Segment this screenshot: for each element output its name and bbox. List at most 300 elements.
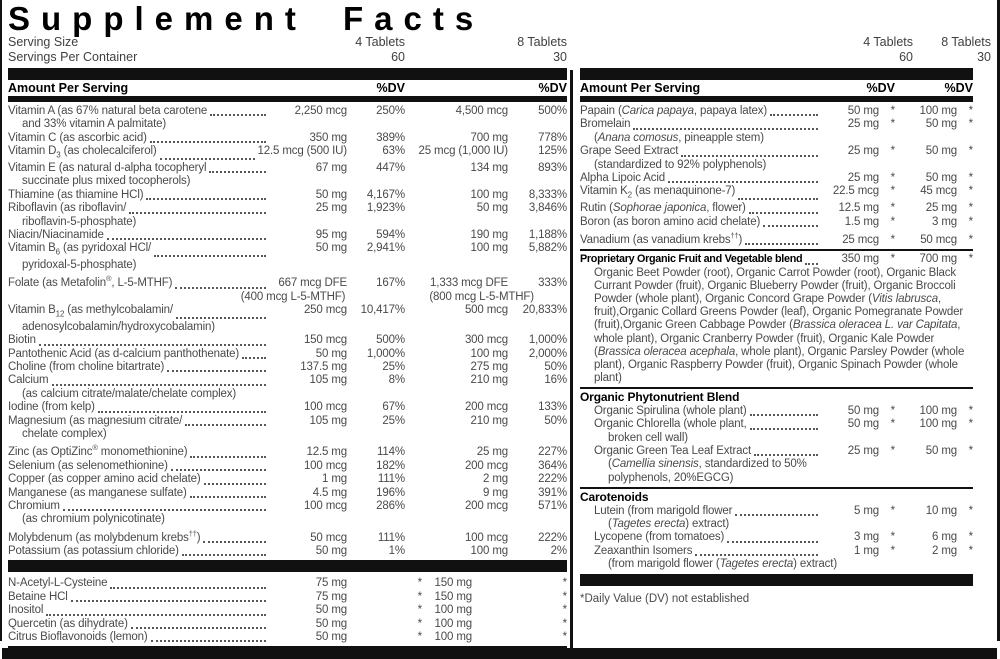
ingredient-row xyxy=(8,487,567,500)
ingredient-continuation-text: (as calcium citrate/malate/chelate complex) xyxy=(22,387,237,400)
amount-4-tablets xyxy=(269,473,347,486)
percent-dv-4-value: * xyxy=(890,233,895,246)
percent-dv-4 xyxy=(347,202,405,215)
percent-dv-4-value: * xyxy=(417,577,422,590)
percent-dv-header-4: %DV xyxy=(866,81,895,95)
ingredient-name: Betaine HCl xyxy=(8,590,68,603)
ingredient-name: Vitamin A (as 67% natural beta carotene xyxy=(8,105,208,117)
ingredient-row xyxy=(580,216,973,229)
ingredient-name: Citrus Bioflavonoids (lemon) xyxy=(8,631,148,643)
dotted-leader xyxy=(754,454,818,456)
percent-dv-4 xyxy=(347,618,422,631)
ingredient-continuation-text: (as chromium polynicotinate) xyxy=(22,513,165,526)
amount-8-tablets-value: 25 mg xyxy=(925,202,957,215)
other-ingredients-table xyxy=(8,577,567,644)
percent-dv-4-value: 25% xyxy=(382,414,405,427)
ingredient-continuation-text: pyridoxal-5-phosphate) xyxy=(22,259,137,272)
dotted-leader xyxy=(750,428,818,430)
ingredient-row xyxy=(8,304,567,321)
percent-dv-8 xyxy=(472,591,567,604)
ingredient-name: Vitamin $D_3$ (as cholecalciferol) xyxy=(8,145,157,160)
amount-4-tablets-value: 67 mg xyxy=(315,161,347,174)
dotted-leader xyxy=(39,344,266,346)
ingredient-name: Proprietary Organic Fruit and Vegetable blend xyxy=(580,253,803,266)
amount-8-tablets xyxy=(405,202,508,215)
dotted-leader xyxy=(190,496,266,498)
percent-dv-4-value: 111% xyxy=(377,531,405,544)
percent-dv-8 xyxy=(508,374,567,387)
amount-4-tablets-value: 350 mg xyxy=(309,131,347,144)
page-title: Supplement Facts xyxy=(8,0,485,37)
amount-8-tablets-value: 100 mcg xyxy=(464,531,508,544)
amount-4-tablets xyxy=(821,445,879,458)
percent-dv-8-value: 50% xyxy=(544,414,567,427)
percent-dv-4 xyxy=(347,604,422,617)
amount-4-tablets xyxy=(821,418,879,431)
amount-8-tablets xyxy=(895,172,957,185)
amount-4-tablets xyxy=(269,132,347,145)
percent-dv-4-value: * xyxy=(890,105,895,117)
ingredient-continuation-text: (Anana comosus, pineapple stem) xyxy=(594,131,764,144)
ingredient-name: Organic Spirulina (whole plant) xyxy=(594,404,747,417)
amount-8-tablets xyxy=(422,618,472,631)
ingredient-name: N-Acetyl-L-Cysteine xyxy=(8,577,108,590)
ingredient-continuation xyxy=(580,159,973,172)
percent-dv-4-value: 10,417% xyxy=(360,304,405,317)
amount-4-tablets xyxy=(269,202,347,215)
percent-dv-8 xyxy=(508,277,567,290)
ingredient-row xyxy=(8,348,567,361)
amount-4-tablets xyxy=(269,591,347,604)
ingredient-continuation xyxy=(8,388,567,401)
ingredient-name: Pantothenic Acid (as d-calcium panthothenate) xyxy=(8,347,240,360)
percent-dv-8 xyxy=(957,531,973,544)
percent-dv-4 xyxy=(347,374,405,387)
amount-4-tablets-value: 12.5 mg xyxy=(838,202,879,215)
amount-8-tablets xyxy=(895,118,957,131)
percent-dv-4-value: * xyxy=(890,145,895,158)
ingredient-continuation-text: and 33% vitamin A palmitate) xyxy=(22,118,167,131)
amount-8-tablets xyxy=(895,234,957,247)
percent-dv-4 xyxy=(347,361,405,374)
ingredient-continuation-text: broken cell wall) xyxy=(608,431,688,444)
percent-dv-4 xyxy=(347,401,405,414)
ingredient-row xyxy=(8,132,567,145)
amount-4-tablets xyxy=(269,401,347,414)
amount-8-tablets xyxy=(895,505,957,518)
dotted-leader xyxy=(167,370,266,372)
ingredient-row xyxy=(8,591,567,604)
dotted-leader xyxy=(175,287,266,289)
amount-8-tablets xyxy=(895,405,957,418)
percent-dv-4 xyxy=(879,545,895,558)
amount-per-serving-header-right xyxy=(580,80,973,96)
dotted-leader xyxy=(52,384,267,386)
percent-dv-4 xyxy=(347,304,405,317)
percent-dv-8-value: 364% xyxy=(538,459,567,472)
amount-8-tablets-value: 210 mg xyxy=(470,414,508,427)
amount-8-tablets xyxy=(895,445,957,458)
amount-8-tablets xyxy=(405,277,508,290)
section-heading: Carotenoids xyxy=(580,490,649,505)
amount-8-tablets-value: 6 mg xyxy=(932,531,957,544)
amount-8-tablets-value: 150 mg xyxy=(434,590,472,603)
servings-count-4: 60 xyxy=(899,50,913,64)
dotted-leader xyxy=(151,640,266,642)
percent-dv-8-value: 391% xyxy=(538,486,567,499)
ingredient-row xyxy=(8,374,567,387)
ingredient-name: Papain (Carica papaya, papaya latex) xyxy=(580,105,768,117)
percent-dv-4-value: * xyxy=(417,617,422,630)
percent-dv-8-value: 20,833% xyxy=(522,304,567,317)
dotted-leader xyxy=(750,414,818,416)
percent-dv-8-value: 16% xyxy=(544,374,567,387)
amount-8-tablets-value: 45 mcg xyxy=(920,185,957,198)
amount-8-tablets xyxy=(405,304,508,317)
ingredient-row xyxy=(8,618,567,631)
amount-8-tablets-value: 100 mg xyxy=(919,404,957,417)
ingredient-name: Thiamine (as thiamine HCl) xyxy=(8,188,144,201)
amount-4-tablets xyxy=(269,334,347,347)
dotted-leader xyxy=(171,469,266,471)
percent-dv-4-value: * xyxy=(417,604,422,617)
percent-dv-8 xyxy=(957,505,973,518)
ingredient-name: Vitamin E (as natural d-alpha tocopheryl xyxy=(8,161,207,174)
amount-4-tablets-value: 1 mg xyxy=(854,544,879,557)
percent-dv-8-value: 333% xyxy=(538,277,567,290)
ingredient-row xyxy=(8,105,567,118)
percent-dv-4 xyxy=(879,418,895,431)
ingredient-name: Vanadium (as vanadium krebs††) xyxy=(580,230,743,246)
amount-4-tablets-value: 25 mg xyxy=(847,145,879,158)
amount-4-tablets-value: 50 mg xyxy=(315,631,347,643)
percent-dv-8 xyxy=(957,545,973,558)
ingredient-continuation-text: adenosylcobalamin/hydroxycobalamin) xyxy=(22,320,215,333)
amount-8-tablets-value: 50 mg xyxy=(925,172,957,185)
amount-8-tablets xyxy=(405,415,508,428)
amount-4-tablets xyxy=(269,460,347,473)
percent-dv-4 xyxy=(879,253,895,266)
percent-dv-4-value: 196% xyxy=(376,486,405,499)
percent-dv-8-value: * xyxy=(562,617,567,630)
amount-4-tablets xyxy=(821,505,879,518)
amount-4-tablets-value: 100 mcg xyxy=(303,459,347,472)
ingredient-row xyxy=(8,242,567,259)
amount-8-tablets-value: 100 mg xyxy=(434,604,472,617)
amount-4-tablets-value: 50 mg xyxy=(315,242,347,255)
amount-4-tablets-value: 4.5 mg xyxy=(312,486,347,499)
serving-size-8-tablets: 8 Tablets xyxy=(517,35,567,49)
amount-4-tablets xyxy=(269,415,347,428)
ingredient-row xyxy=(8,229,567,242)
section-rule xyxy=(580,249,973,251)
amount-4-tablets-value: 50 mg xyxy=(847,418,879,431)
percent-dv-4-value: * xyxy=(890,215,895,228)
dotted-leader xyxy=(63,509,266,511)
ingredient-continuation xyxy=(580,458,973,471)
ingredient-name: Iodine (from kelp) xyxy=(8,401,95,414)
percent-dv-8 xyxy=(472,604,567,617)
amount-8-tablets xyxy=(422,631,472,644)
amount-per-serving-label: Amount Per Serving xyxy=(580,81,701,95)
amount-4-tablets xyxy=(269,105,347,118)
amount-8-tablets-value: 700 mg xyxy=(470,131,508,144)
amount-8-tablets-value: 2 mg xyxy=(932,544,957,557)
amount-8-tablets xyxy=(405,500,508,513)
amount-8-tablets-value: 134 mg xyxy=(470,161,508,174)
amount-4-tablets-value: 25 mcg xyxy=(842,233,879,246)
amount-8-tablets-value: 300 mcg xyxy=(464,334,508,347)
percent-dv-8-value: * xyxy=(968,172,973,185)
percent-dv-4-value: 1,923% xyxy=(366,202,405,215)
amount-4-tablets xyxy=(269,348,347,361)
ingredient-continuation xyxy=(580,132,973,145)
dotted-leader xyxy=(727,541,818,543)
amount-8-tablets xyxy=(405,229,508,242)
amount-8-tablets xyxy=(405,545,508,558)
amount-4-tablets xyxy=(269,277,347,290)
serving-size-4-tablets: 4 Tablets xyxy=(863,35,913,49)
percent-dv-8 xyxy=(472,618,567,631)
amount-4-tablets-value: 3 mg xyxy=(854,531,879,544)
ingredient-continuation-text: (standardized to 92% polyphenols) xyxy=(594,158,767,171)
dotted-leader xyxy=(98,411,266,413)
amount-8-tablets xyxy=(405,460,508,473)
amount-4-tablets-value: 12.5 mcg (500 IU) xyxy=(257,145,347,158)
servings-count-8: 30 xyxy=(977,50,991,64)
percent-dv-4-value: 167% xyxy=(376,277,405,290)
percent-dv-8 xyxy=(508,487,567,500)
ingredient-continuation xyxy=(8,428,567,441)
amount-8-tablets-value: 275 mg xyxy=(470,361,508,374)
daily-value-footnote: *Daily Value (DV) not established xyxy=(580,592,750,605)
ingredient-continuation xyxy=(580,432,973,445)
amount-4-tablets xyxy=(821,145,879,158)
amount-4-tablets-value: 1 mg xyxy=(322,473,347,486)
amount-8-tablets-value: 25 mcg (1,000 IU) xyxy=(418,145,508,158)
ingredient-row xyxy=(8,631,567,644)
percent-dv-8-value: * xyxy=(968,404,973,417)
amount-8-tablets xyxy=(895,202,957,215)
dotted-leader xyxy=(107,238,266,240)
divider-bar xyxy=(8,96,567,102)
percent-dv-4-value: * xyxy=(890,118,895,131)
percent-dv-8-value: 500% xyxy=(538,105,567,117)
amount-8-tablets xyxy=(895,145,957,158)
amount-4-tablets xyxy=(269,189,347,202)
amount-8-tablets xyxy=(895,531,957,544)
serving-size-label: Serving Size xyxy=(8,35,79,49)
amount-4-tablets-value: 25 mg xyxy=(847,172,879,185)
percent-dv-8-value: 8,333% xyxy=(528,188,567,201)
servings-per-container-label: Servings Per Container xyxy=(8,50,138,64)
amount-8-tablets-value: 210 mg xyxy=(470,374,508,387)
amount-4-tablets xyxy=(269,577,347,590)
percent-dv-4 xyxy=(347,631,422,644)
amount-8-tablets-value: 3 mg xyxy=(932,215,957,228)
percent-dv-4 xyxy=(879,185,895,198)
ingredient-name: Calcium xyxy=(8,374,49,387)
amount-8-tablets-value: 200 mcg xyxy=(464,459,508,472)
percent-dv-8-value: * xyxy=(968,145,973,158)
dotted-leader xyxy=(668,181,818,183)
dotted-leader xyxy=(204,483,266,485)
amount-4-tablets-value: 75 mg xyxy=(315,577,347,590)
amount-8-tablets-value: 1,333 mcg DFE xyxy=(430,277,508,290)
percent-dv-8 xyxy=(508,361,567,374)
amount-8-tablets xyxy=(403,290,534,304)
ingredient-row xyxy=(580,405,973,418)
percent-dv-8-value: * xyxy=(968,531,973,544)
percent-dv-8 xyxy=(957,405,973,418)
ingredient-row xyxy=(580,418,973,431)
dotted-leader xyxy=(805,263,818,265)
percent-dv-8 xyxy=(508,446,567,459)
amount-4-tablets-value: 2,250 mcg xyxy=(294,105,347,117)
ingredient-name: Vitamin $B_{12}$ (as methylcobalamin/ xyxy=(8,304,173,319)
servings-count-8: 30 xyxy=(553,50,567,64)
amount-4-tablets xyxy=(269,361,347,374)
dotted-leader xyxy=(763,225,818,227)
dotted-leader xyxy=(738,198,818,200)
percent-dv-4-value: 67% xyxy=(382,401,405,414)
percent-dv-8 xyxy=(508,348,567,361)
percent-dv-4 xyxy=(347,446,405,459)
section-divider-bar xyxy=(8,560,567,572)
amount-4-tablets-value: 25 mg xyxy=(847,118,879,131)
dotted-leader xyxy=(745,243,818,245)
percent-dv-8-value: * xyxy=(562,631,567,643)
percent-dv-8 xyxy=(957,185,973,198)
percent-dv-8-value: 1,000% xyxy=(528,334,567,347)
ingredient-name: Magnesium (as magnesium citrate/ xyxy=(8,414,183,427)
percent-dv-8-value: 222% xyxy=(538,531,567,544)
percent-dv-header-4: %DV xyxy=(376,81,405,95)
percent-dv-4 xyxy=(347,577,422,590)
percent-dv-8 xyxy=(508,415,567,428)
dotted-leader xyxy=(695,554,818,556)
amount-4-tablets xyxy=(269,604,347,617)
percent-dv-8-value: 2,000% xyxy=(528,347,567,360)
percent-dv-8 xyxy=(508,202,567,215)
ingredient-continuation xyxy=(580,472,973,485)
amount-per-serving-header xyxy=(8,80,567,96)
amount-4-tablets-value: 50 mg xyxy=(315,188,347,201)
percent-dv-4-value: 389% xyxy=(376,131,405,144)
amount-4-tablets xyxy=(269,162,347,175)
dotted-leader xyxy=(129,212,266,214)
servings-per-container-row-right xyxy=(580,50,991,65)
percent-dv-4 xyxy=(879,505,895,518)
ingredient-row xyxy=(580,445,973,458)
ingredient-continuation xyxy=(8,175,567,188)
amount-8-tablets xyxy=(405,132,508,145)
amount-8-tablets xyxy=(405,401,508,414)
ingredient-continuation xyxy=(8,513,567,526)
ingredient-continuation-text: (from marigold flower (Tagetes erecta) extract) xyxy=(608,558,838,571)
percent-dv-4 xyxy=(879,405,895,418)
percent-dv-8-value: * xyxy=(968,504,973,517)
ingredient-row xyxy=(8,334,567,347)
amount-8-tablets-value: 50 mg xyxy=(476,202,508,215)
amount-4-tablets-value: 12.5 mg xyxy=(306,446,347,459)
amount-4-tablets xyxy=(821,531,879,544)
percent-dv-8 xyxy=(957,216,973,229)
divider-bar xyxy=(580,96,973,102)
dotted-leader xyxy=(131,627,266,629)
amount-4-tablets xyxy=(821,118,879,131)
amount-8-tablets-value: 100 mg xyxy=(470,544,508,557)
ingredient-name: Manganese (as manganese sulfate) xyxy=(8,486,187,499)
amount-8-tablets-value: 100 mg xyxy=(919,105,957,117)
amount-4-tablets xyxy=(258,145,348,158)
percent-dv-4-value: 594% xyxy=(376,228,405,241)
percent-dv-4 xyxy=(347,242,405,255)
ingredient-name: Organic Green Tea Leaf Extract xyxy=(594,445,752,458)
percent-dv-8-value: 1,188% xyxy=(528,228,567,241)
percent-dv-4 xyxy=(879,234,895,247)
percent-dv-8 xyxy=(508,162,567,175)
amount-8-tablets xyxy=(422,604,472,617)
percent-dv-4-value: 4,167% xyxy=(366,188,405,201)
amount-8-tablets-value: 500 mcg xyxy=(464,304,508,317)
amount-8-tablets xyxy=(422,577,472,590)
percent-dv-8-value: 3,846% xyxy=(528,202,567,215)
ingredient-continuation xyxy=(8,259,567,272)
percent-dv-4-value: 1% xyxy=(388,544,405,557)
ingredient-name: Copper (as copper amino acid chelate) xyxy=(8,473,201,486)
percent-dv-8 xyxy=(508,545,567,558)
percent-dv-8-value: * xyxy=(968,202,973,215)
percent-dv-8-value: 222% xyxy=(538,473,567,486)
percent-dv-4 xyxy=(347,415,405,428)
percent-dv-8-value: * xyxy=(968,233,973,246)
ingredient-name: Selenium (as selenomethionine) xyxy=(8,459,168,472)
botanicals-table xyxy=(580,105,973,572)
ingredient-name: Chromium xyxy=(8,499,60,512)
percent-dv-8 xyxy=(957,253,973,266)
percent-dv-4 xyxy=(347,500,405,513)
percent-dv-4-value: * xyxy=(890,418,895,431)
amount-4-tablets xyxy=(269,631,347,644)
percent-dv-header-8: %DV xyxy=(538,81,567,95)
amount-4-tablets-value: 50 mg xyxy=(847,404,879,417)
serving-size-4-tablets: 4 Tablets xyxy=(355,35,405,49)
amount-8-tablets-value: 200 mcg xyxy=(464,499,508,512)
dotted-leader xyxy=(242,357,266,359)
amount-8-tablets-value: 100 mg xyxy=(470,347,508,360)
ingredient-row xyxy=(580,105,973,118)
ingredient-row xyxy=(8,202,567,215)
percent-dv-4 xyxy=(347,189,405,202)
percent-dv-4-value: * xyxy=(890,404,895,417)
ingredient-row xyxy=(8,272,567,290)
percent-dv-4-value: * xyxy=(890,172,895,185)
serving-size-row-right xyxy=(580,35,991,50)
percent-dv-4-value: * xyxy=(417,631,422,643)
amount-8-tablets-value: 100 mg xyxy=(434,631,472,643)
percent-dv-4-value: 1,000% xyxy=(366,347,405,360)
amount-4-tablets xyxy=(821,172,879,185)
amount-4-tablets xyxy=(821,105,879,118)
ingredient-continuation xyxy=(580,518,973,531)
percent-dv-4 xyxy=(347,591,422,604)
amount-4-tablets-value: 1.5 mg xyxy=(844,215,879,228)
ingredient-name: Riboflavin (as riboflavin/ xyxy=(8,202,127,215)
amount-4-tablets-value: (400 mcg L-5-MTHF) xyxy=(240,290,346,303)
amount-4-tablets-value: 137.5 mg xyxy=(300,361,347,374)
amount-8-tablets-value: 9 mg xyxy=(483,486,508,499)
